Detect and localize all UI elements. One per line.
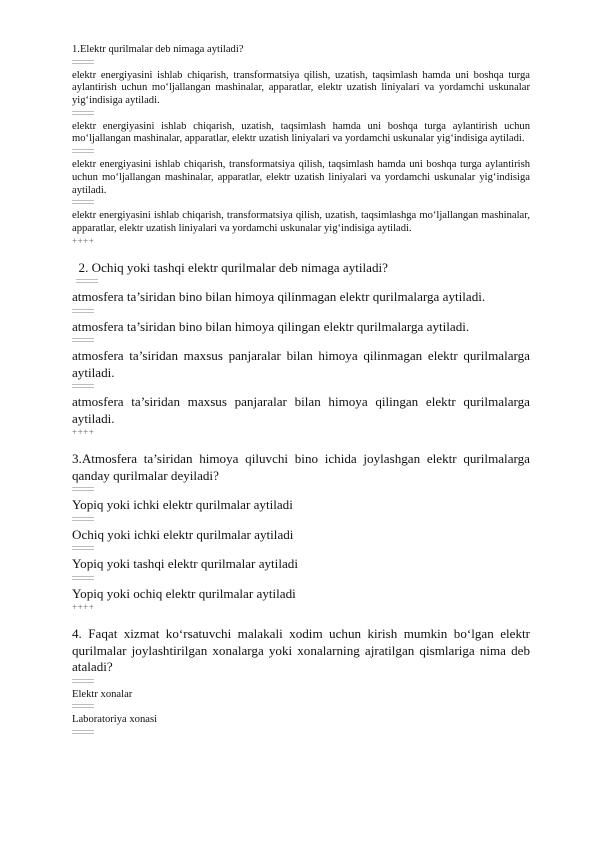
end-marker: ++++ [72,602,95,613]
separator [72,384,94,388]
q1-option-1: elektr energiyasini ishlab chiqarish, transformatsiya qilish, uzatish, taqsimlash hamda uni boshqa turga aylantirish uchun mo‘ljallangan mashinalar, apparatlar, elektr uzatish liniyalari va yordamchi uskunalar yig‘indisiga aytiladi. [72,69,530,106]
separator [72,704,94,708]
separator [72,679,94,683]
separator [72,338,94,342]
q3-option-4: Yopiq yoki ochiq elektr qurilmalar aytiladi [72,585,296,601]
end-marker: ++++ [72,235,95,246]
separator [76,279,98,283]
q3-option-3: Yopiq yoki tashqi elektr qurilmalar aytiladi [72,556,298,572]
q2-option-3: atmosfera ta’siridan maxsus panjaralar bilan himoya qilinmagan elektr qurilmalarga aytiladi. [72,348,530,380]
separator [72,517,94,521]
q4-option-1: Elektr xonalar [72,688,133,700]
question-1: 1.Elektr qurilmalar deb nimaga aytiladi? [72,44,244,55]
separator [72,149,94,153]
q4-option-2: Laboratoriya xonasi [72,714,158,726]
separator [72,730,94,734]
end-marker: ++++ [72,427,95,438]
question-4: 4. Faqat xizmat ko‘rsatuvchi malakali xodim uchun kirish mumkin bo‘lgan elektr qurilmalar joylashtirilgan xonalarga yoki xonalarning ajratilgan qismlariga nima deb ataladi? [72,626,530,675]
q2-option-1: atmosfera ta’siridan bino bilan himoya qilinmagan elektr qurilmalarga aytiladi. [72,289,486,305]
q1-option-2: elektr energiyasini ishlab chiqarish, uzatish, taqsimlash hamda uni boshqa turga aylantirish uchun mo‘ljallangan mashinalar, apparatlar, elektr uzatish liniyalari va yordamchi uskunalar yig‘indisiga aytiladi. [72,120,530,145]
document-page [72,44,530,740]
question-3: 3.Atmosfera ta’siridan himoya qiluvchi bino ichida joylashgan elektr qurilmalarga qanday qurilmalar deyiladi? [72,451,530,483]
separator [72,111,94,115]
q3-option-1: Yopiq yoki ichki elektr qurilmalar aytiladi [72,497,293,513]
separator [72,576,94,580]
q2-option-4: atmosfera ta’siridan maxsus panjaralar bilan himoya qilingan elektr qurilmalarga aytiladi. [72,394,530,426]
q2-option-2: atmosfera ta’siridan bino bilan himoya qilingan elektr qurilmalarga aytiladi. [72,318,470,334]
separator [72,309,94,313]
question-2: 2. Ochiq yoki tashqi elektr qurilmalar deb nimaga aytiladi? [72,259,388,275]
q1-option-4: elektr energiyasini ishlab chiqarish, transformatsiya qilish, uzatish, taqsimlashga mo‘ljallangan mashinalar, apparatlar, elektr uzatish liniyalari va yordamchi uskunalar yig‘indisiga aytiladi. [72,210,530,234]
separator [72,546,94,550]
q1-option-3: elektr energiyasini ishlab chiqarish, transformatsiya qilish, taqsimlash hamda uni boshqa turga aylantirish uchun mo‘ljallangan mashinalar, apparatlar, elektr uzatish liniyalari va yordamchi uskunalar yig‘indisiga aytiladi. [72,159,530,196]
separator [72,60,94,64]
separator [72,200,94,204]
separator [72,487,94,491]
q3-option-2: Ochiq yoki ichki elektr qurilmalar aytiladi [72,526,294,542]
